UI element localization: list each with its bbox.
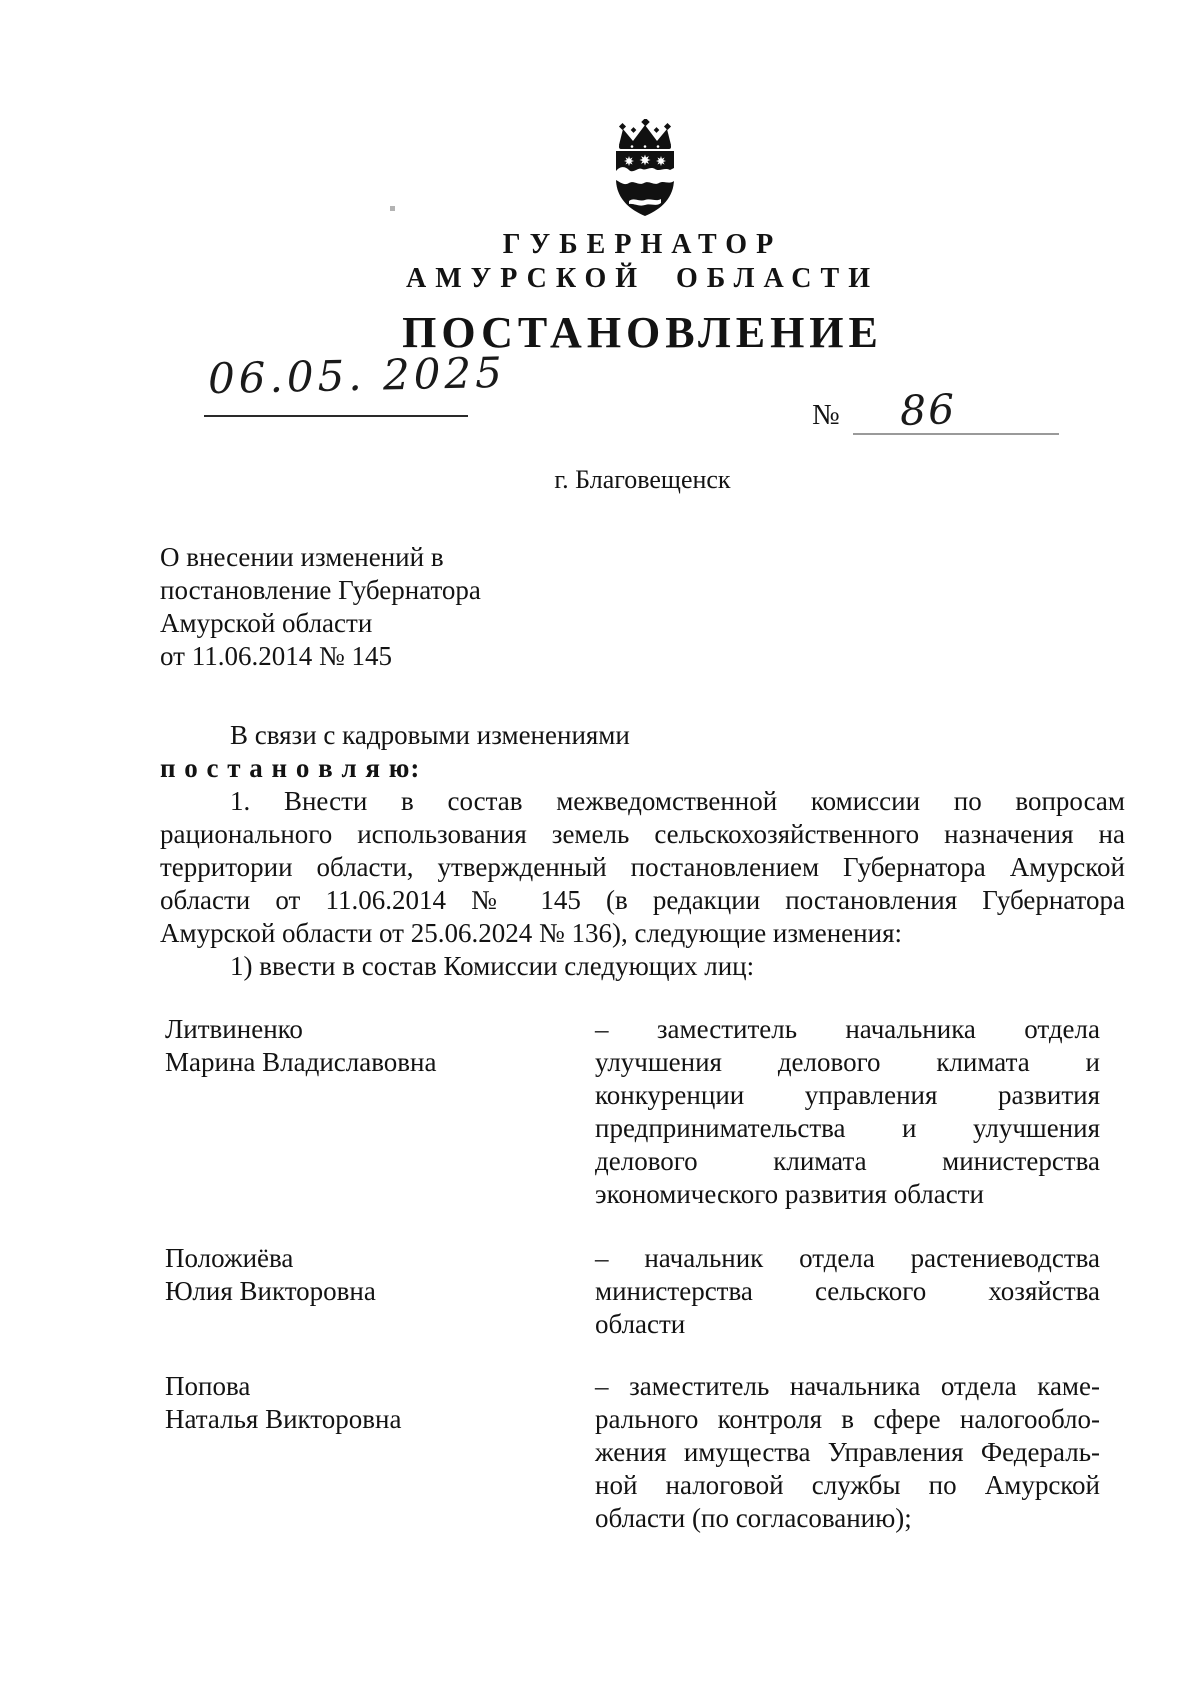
subject-line: постановление Губернатора [160,575,481,605]
amur-oblast-coat-of-arms-icon [612,119,678,217]
member-surname: Попова [165,1371,251,1401]
member-role-line: делового климата министерства [595,1146,1100,1176]
member-given-name: Юлия Викторовна [165,1276,376,1306]
member-role [595,1370,1100,1535]
paragraph-1-line: области от 11.06.2014 № 145 (в редакции постановления Губернатора [160,885,1125,915]
handwritten-date: 06.05. 2025 [207,347,507,404]
date-underline [204,415,468,417]
document-type-title: ПОСТАНОВЛЕНИЕ [402,308,883,357]
intro-paragraph: В связи с кадровыми изменениями [230,720,630,750]
paragraph-1 [160,785,1125,950]
member-role-line: конкуренции управления развития [595,1080,1100,1110]
scan-artifact-dot [390,206,395,211]
member-role-line: области [595,1309,686,1339]
member-name [165,1242,565,1308]
subject-line: О внесении изменений в [160,542,444,572]
member-role [595,1242,1100,1341]
member-role-line: жения имущества Управления Федераль- [595,1437,1100,1467]
member-surname: Положиёва [165,1243,294,1273]
member-name [165,1013,565,1079]
paragraph-1-line: 1. Внести в состав межведомственной комиссии по вопросам [230,786,1125,816]
subject-block [160,541,640,673]
paragraph-2: 1) ввести в состав Комиссии следующих лиц: [230,951,755,981]
crown-shape [619,119,671,149]
paragraph-1-line: Амурской области от 25.06.2024 № 136), следующие изменения: [160,918,902,948]
member-given-name: Марина Владиславовна [165,1047,437,1077]
city-line: г. Благовещенск [554,465,731,494]
member-role-line: рального контроля в сфере налогообло- [595,1404,1100,1434]
resolve-word: п о с т а н о в л я ю: [160,753,421,783]
member-role-line: министерства сельского хозяйства [595,1276,1100,1306]
org-name-line1: ГУБЕРНАТОР [502,229,783,260]
member-role-line: – начальник отдела растениеводства [595,1243,1100,1273]
org-name-line2: АМУРСКОЙ ОБЛАСТИ [406,263,879,294]
member-given-name: Наталья Викторовна [165,1404,402,1434]
paragraph-1-line: территории области, утвержденный постановлением Губернатора Амурской [160,852,1125,882]
member-role-line: – заместитель начальника отдела каме- [595,1371,1100,1401]
member-role-line: области (по согласованию); [595,1503,912,1533]
handwritten-number: 86 [899,385,957,435]
member-name [165,1370,565,1436]
number-sign: № [812,399,840,431]
member-role-line: улучшения делового климата и [595,1047,1100,1077]
subject-line: от 11.06.2014 № 145 [160,641,392,671]
subject-line: Амурской области [160,608,373,638]
number-underline [853,433,1059,435]
member-role-line: предпринимательства и улучшения [595,1113,1100,1143]
member-role-line: – заместитель начальника отдела [595,1014,1100,1044]
member-role [595,1013,1100,1211]
wavy-band [616,167,674,184]
member-role-line: экономического развития области [595,1179,984,1209]
member-role-line: ной налоговой службы по Амурской [595,1470,1100,1500]
paragraph-1-line: рационального использования земель сельскохозяйственного назначения на [160,819,1125,849]
member-surname: Литвиненко [165,1014,303,1044]
